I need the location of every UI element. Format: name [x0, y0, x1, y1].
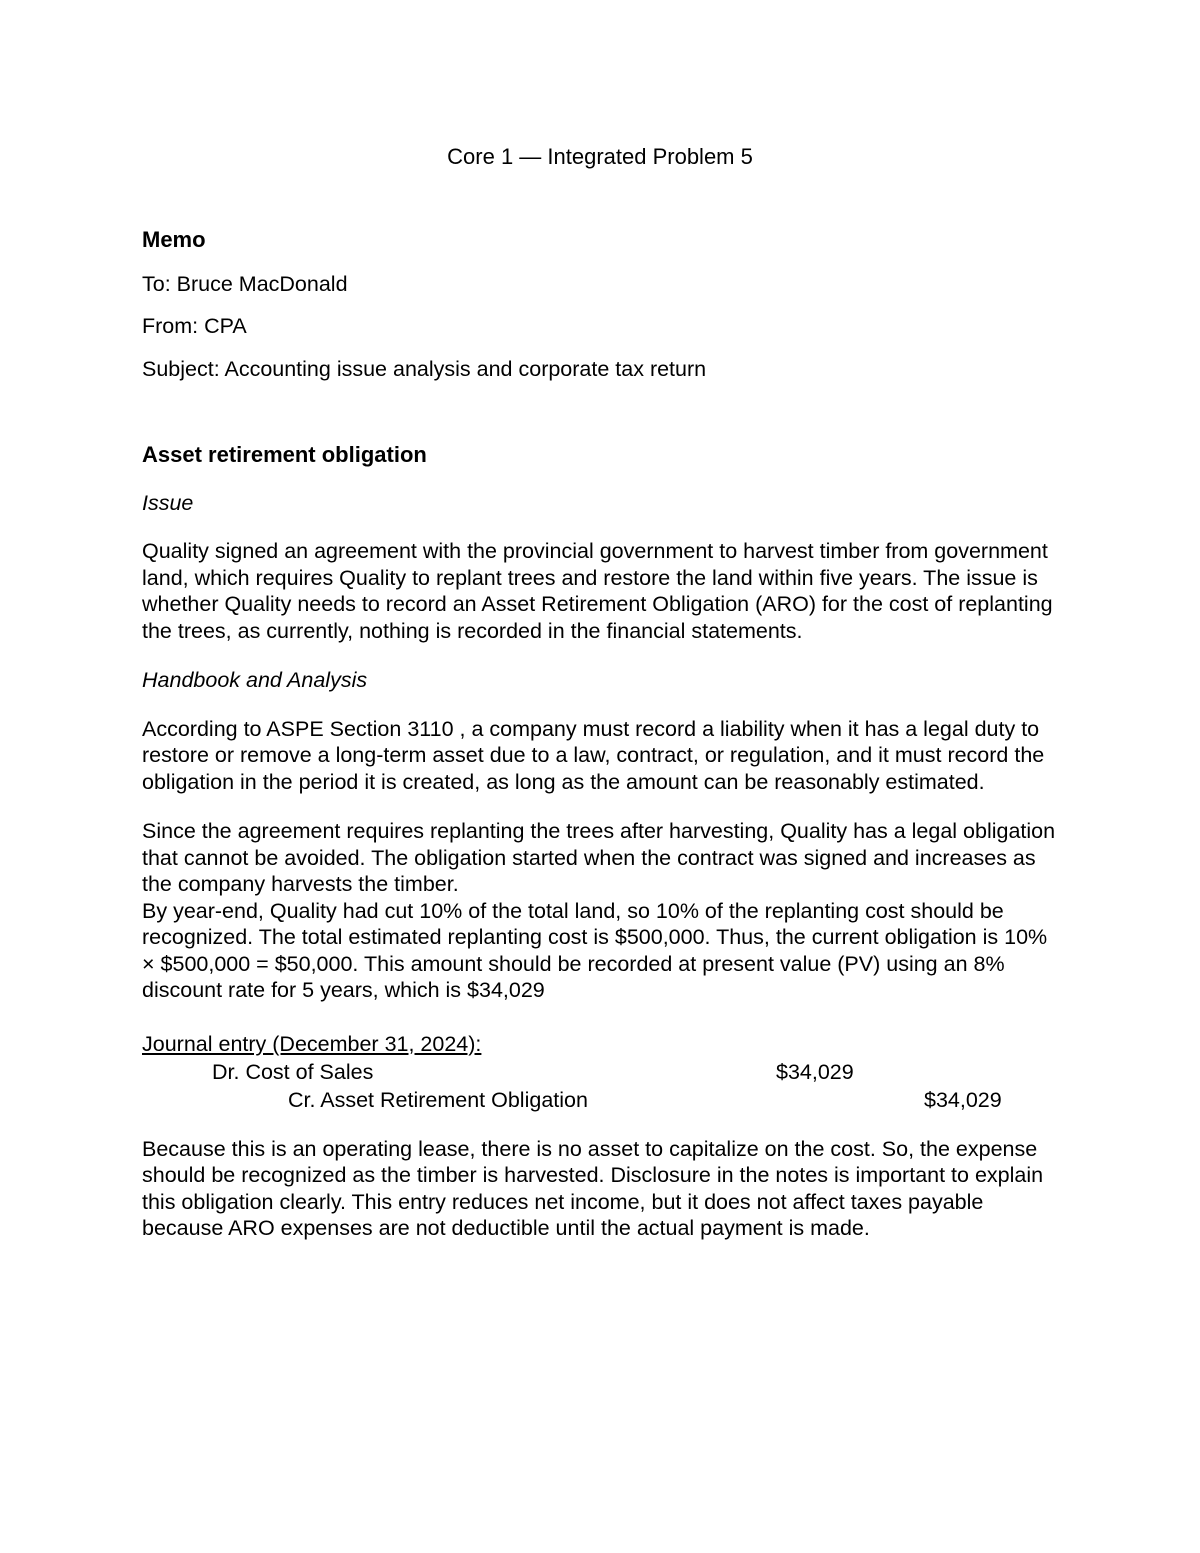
- closing-paragraph: Because this is an operating lease, there is no asset to capitalize on the cost. So, the expense should be recognized as the timber is harvested. Disclosure in the notes is important to explain this obligation clearly. This entry reduces net income, but it does not affect taxes payable because ARO expenses are not deductible until the actual payment is made.: [142, 1136, 1044, 1240]
- debit-amount: $34,029: [776, 1059, 854, 1084]
- credit-account: Cr. Asset Retirement Obligation: [288, 1087, 588, 1112]
- analysis-paragraph-1: According to ASPE Section 3110 , a company must record a liability when it has a legal duty to restore or remove a long-term asset due to a law, contract, or regulation, and it must record the obligation in the period it is created, as long as the amount can be reasonably estimated.: [142, 716, 1045, 794]
- memo-heading: Memo: [142, 227, 206, 252]
- debit-account: Dr. Cost of Sales: [212, 1059, 374, 1084]
- memo-from: From: CPA: [142, 314, 247, 338]
- issue-paragraph: Quality signed an agreement with the provincial government to harvest timber from government land, which requires Quality to replant trees and restore the land within five years. The issue is whether Quality needs to record an Asset Retirement Obligation (ARO) for the cost of replanting the trees, as currently, nothing is recorded in the financial statements.: [142, 539, 1053, 643]
- journal-debit-row: [142, 1058, 1062, 1086]
- analysis-heading: Handbook and Analysis: [142, 668, 368, 692]
- memo-subject: Subject: Accounting issue analysis and corporate tax return: [142, 356, 707, 381]
- section-heading: Asset retirement obligation: [142, 442, 427, 467]
- credit-amount: $34,029: [924, 1087, 1002, 1112]
- journal-entry-title: Journal entry (December 31, 2024):: [142, 1031, 482, 1056]
- analysis-paragraph-2: Since the agreement requires replanting the trees after harvesting, Quality has a legal obligation that cannot be avoided. The obligation started when the contract was signed and increases as the company harvests the timber.: [142, 819, 1056, 896]
- document-title: Core 1 — Integrated Problem 5: [447, 144, 753, 169]
- document-body: [142, 227, 1062, 1265]
- analysis-paragraph-3: By year-end, Quality had cut 10% of the total land, so 10% of the replanting cost should be recognized. The total estimated replanting cost is $500,000. Thus, the current obligation is 10% × $500,000 = $50,000. This amount should be recorded at present value (PV) using an 8% discount rate for 5 years, which is $34,029: [142, 898, 1048, 1002]
- journal-credit-row: [142, 1086, 1062, 1114]
- issue-heading: Issue: [142, 490, 194, 515]
- memo-to: To: Bruce MacDonald: [142, 271, 348, 296]
- journal-entry: [142, 1030, 1062, 1114]
